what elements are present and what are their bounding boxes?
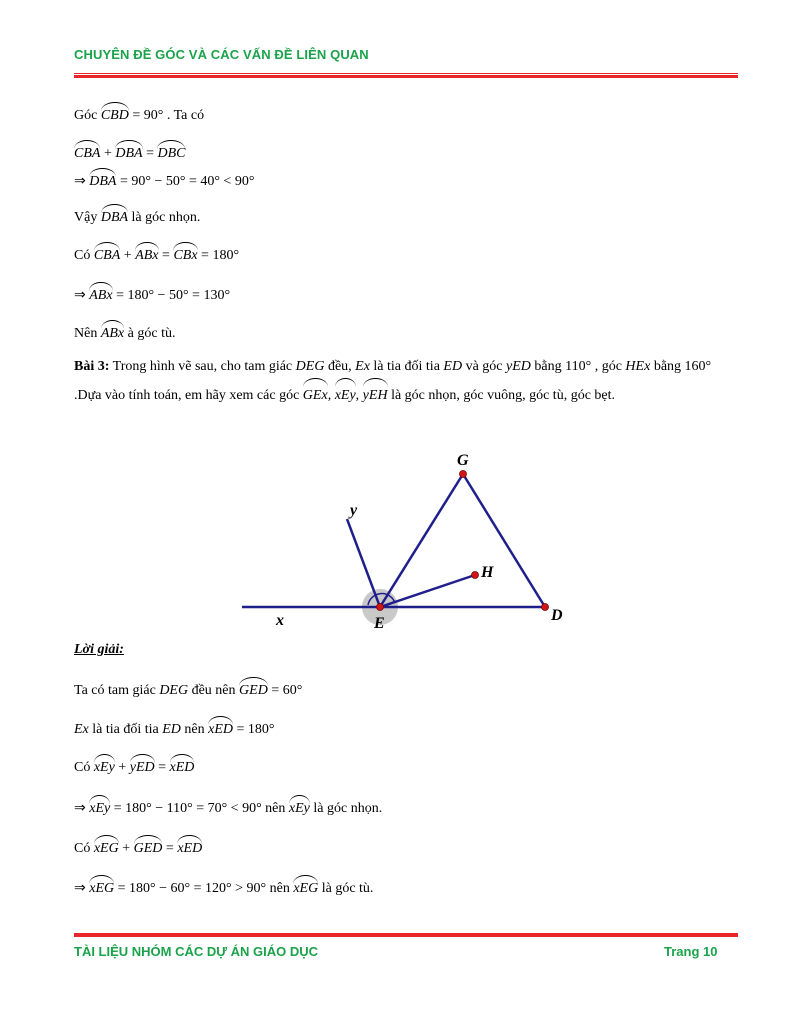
solution-line-6: ⇒ xEG = 180° − 60° = 120° > 90° nên xEG là góc tù. [74,877,373,898]
line-3: ⇒ DBA = 90° − 50° = 40° < 90° [74,170,254,191]
point-h [472,572,479,579]
page-number: Trang 10 [664,944,718,959]
segment-gd [463,474,545,607]
label-y: y [350,502,358,519]
label-h: H [481,564,494,581]
label-e: E [374,615,385,632]
point-e [377,604,384,611]
label-x: x [276,612,284,629]
solution-line-3: Có xEy + yED = xED [74,756,194,777]
header-rule [74,73,738,78]
line-7: Nên ABx à góc tù. [74,322,175,343]
solution-line-2: Ex là tia đối tia ED nên xED = 180° [74,718,275,739]
ray-eh [380,575,475,607]
label-d: D [551,607,563,624]
solution-line-1: Ta có tam giác DEG đều nên GED = 60° [74,679,302,700]
point-g [460,471,467,478]
ray-ey [347,519,380,607]
line-1: Góc CBD = 90° . Ta có [74,104,204,125]
line-6: ⇒ ABx = 180° − 50° = 130° [74,284,230,305]
footer-rule [74,932,738,937]
point-d [542,604,549,611]
problem-3: Bài 3: Trong hình vẽ sau, cho tam giác DEG đều, Ex là tia đối tia ED và góc yED bằng 110° , góc HEx bằng 160° .Dựa vào tính toán, em hãy xem các góc GEx, xEy, yEH là góc nhọn, góc vuông, góc tù, góc bẹt. [74,354,734,409]
solution-line-4: ⇒ xEy = 180° − 110° = 70° < 90° nên xEy là góc nhọn. [74,797,382,818]
solution-title: Lời giải: [74,642,124,657]
segment-eg [380,474,463,607]
line-5: Có CBA + ABx = CBx = 180° [74,244,239,265]
line-4: Vậy DBA là góc nhọn. [74,206,200,227]
line-2: CBA + DBA = DBC [74,142,185,163]
footer-title: TÀI LIỆU NHÓM CÁC DỰ ÁN GIÁO DỤC [74,944,319,959]
page-header: CHUYÊN ĐỀ GÓC VÀ CÁC VẤN ĐỀ LIÊN QUAN [74,47,369,62]
solution-line-5: Có xEG + GED = xED [74,837,202,858]
label-g: G [457,452,469,469]
geometry-figure [230,445,570,635]
